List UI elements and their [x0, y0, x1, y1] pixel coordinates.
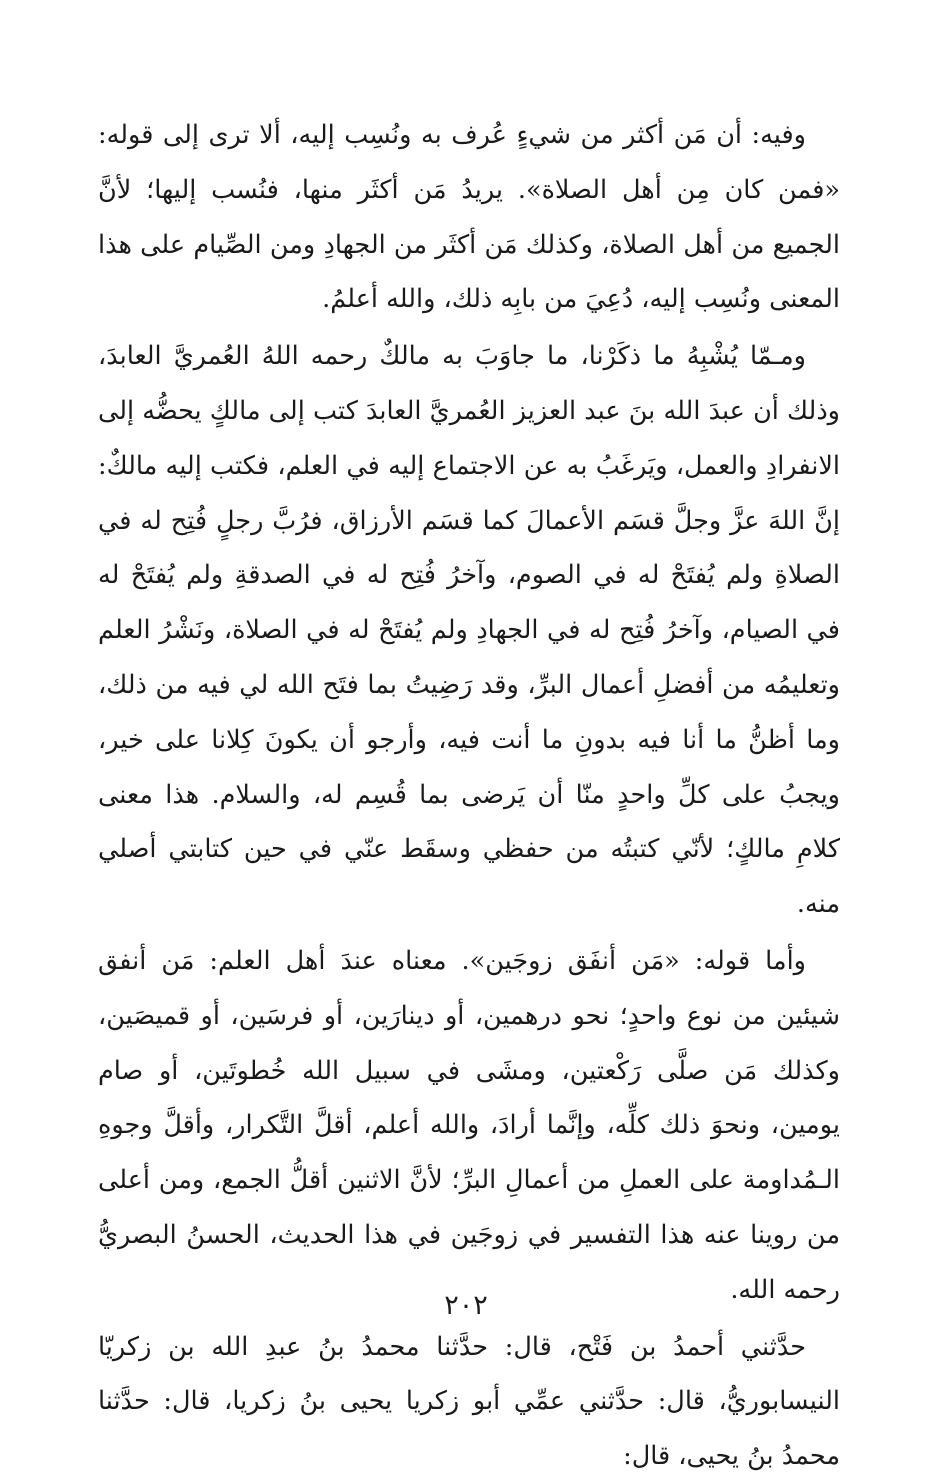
paragraph: حدَّثني أحمدُ بن فَتْح، قال: حدَّثنا محمدُ بنُ عبدِ الله بن زكريّا النيسابوريُّ، قال: حدَّثني عمِّي أبو زكريا يحيى بنُ زكريا، قال: حدَّثنا محمدُ بنُ يحيى، قال:	[98, 1331, 840, 1472]
page-number: ٢٠٢	[444, 1290, 488, 1321]
paragraph: وفيه: أن مَن أكثر من شيءٍ عُرف به ونُسِب إليه، ألا ترى إلى قوله: «فمن كان مِن أهل الصلاة». يريدُ مَن أكثَر منها، فنُسب إليها؛ لأنَّ الجميع من أهل الصلاة، وكذلك مَن أكثَر من الجهادِ ومن الصِّيام على هذا المعنى ونُسِب إليه، دُعِيَ من بابِه ذلك، والله أعلمُ.	[98, 120, 840, 315]
paragraph: ومـمّا يُشْبِهُ ما ذكَرْنا، ما جاوَبَ به مالكٌ رحمه اللهُ العُمريَّ العابدَ، وذلك أن عبدَ الله بنَ عبد العزيز العُمريَّ العابدَ كتب إلى مالكٍ يحضُّه إلى الانفرادِ والعمل، ويَرغَبُ به عن الاجتماع إليه في العلم، فكتب إليه مالكٌ: إنَّ اللهَ عزَّ وجلَّ قسَم الأعمالَ كما قسَم الأرزاق، فرُبَّ رجلٍ فُتِح له في الصلاةِ ولم يُفتَحْ له في الصوم، وآخرُ فُتِح له في الصدقةِ ولم يُفتَحْ له في الصيام، وآخرُ فُتِح له في الجهادِ ولم يُفتَحْ له في الصلاة، ونَشْرُ العلم وتعليمُه من أفضلِ أعمال البرِّ، وقد رَضِيتُ بما فتَح الله لي فيه من ذلك، وما أظنُّ ما أنا فيه بدونِ ما أنت فيه، وأرجو أن يكونَ كِلانا على خير، ويجبُ على كلِّ واحدٍ منّا أن يَرضى بما قُسِم له، والسلام. هذا معنى كلامِ مالكٍ؛ لأنّي كتبتُه من حفظي وسقَط عنّي في حين كتابتي أصلي منه.	[98, 341, 840, 920]
page-body	[98, 108, 840, 1484]
paragraph: وأما قوله: «مَن أنفَق زوجَين». معناه عندَ أهل العلم: مَن أنفق شيئين من نوع واحدٍ؛ نحو درهمين، أو دينارَين، أو فرسَين، أو قميصَين، وكذلك مَن صلَّى رَكْعتين، ومشَى في سبيل الله خُطوتَين، أو صام يومين، ونحوَ ذلك كلِّه، وإنَّما أرادَ، والله أعلم، أقلَّ التَّكرار، وأقلَّ وجوهِ الـمُداومة على العملِ من أعمالِ البرِّ؛ لأنَّ الاثنين أقلُّ الجمع، ومن أعلى من روينا عنه هذا التفسير في زوجَين في هذا الحديث، الحسنُ البصريُّ رحمه الله.	[98, 945, 840, 1305]
